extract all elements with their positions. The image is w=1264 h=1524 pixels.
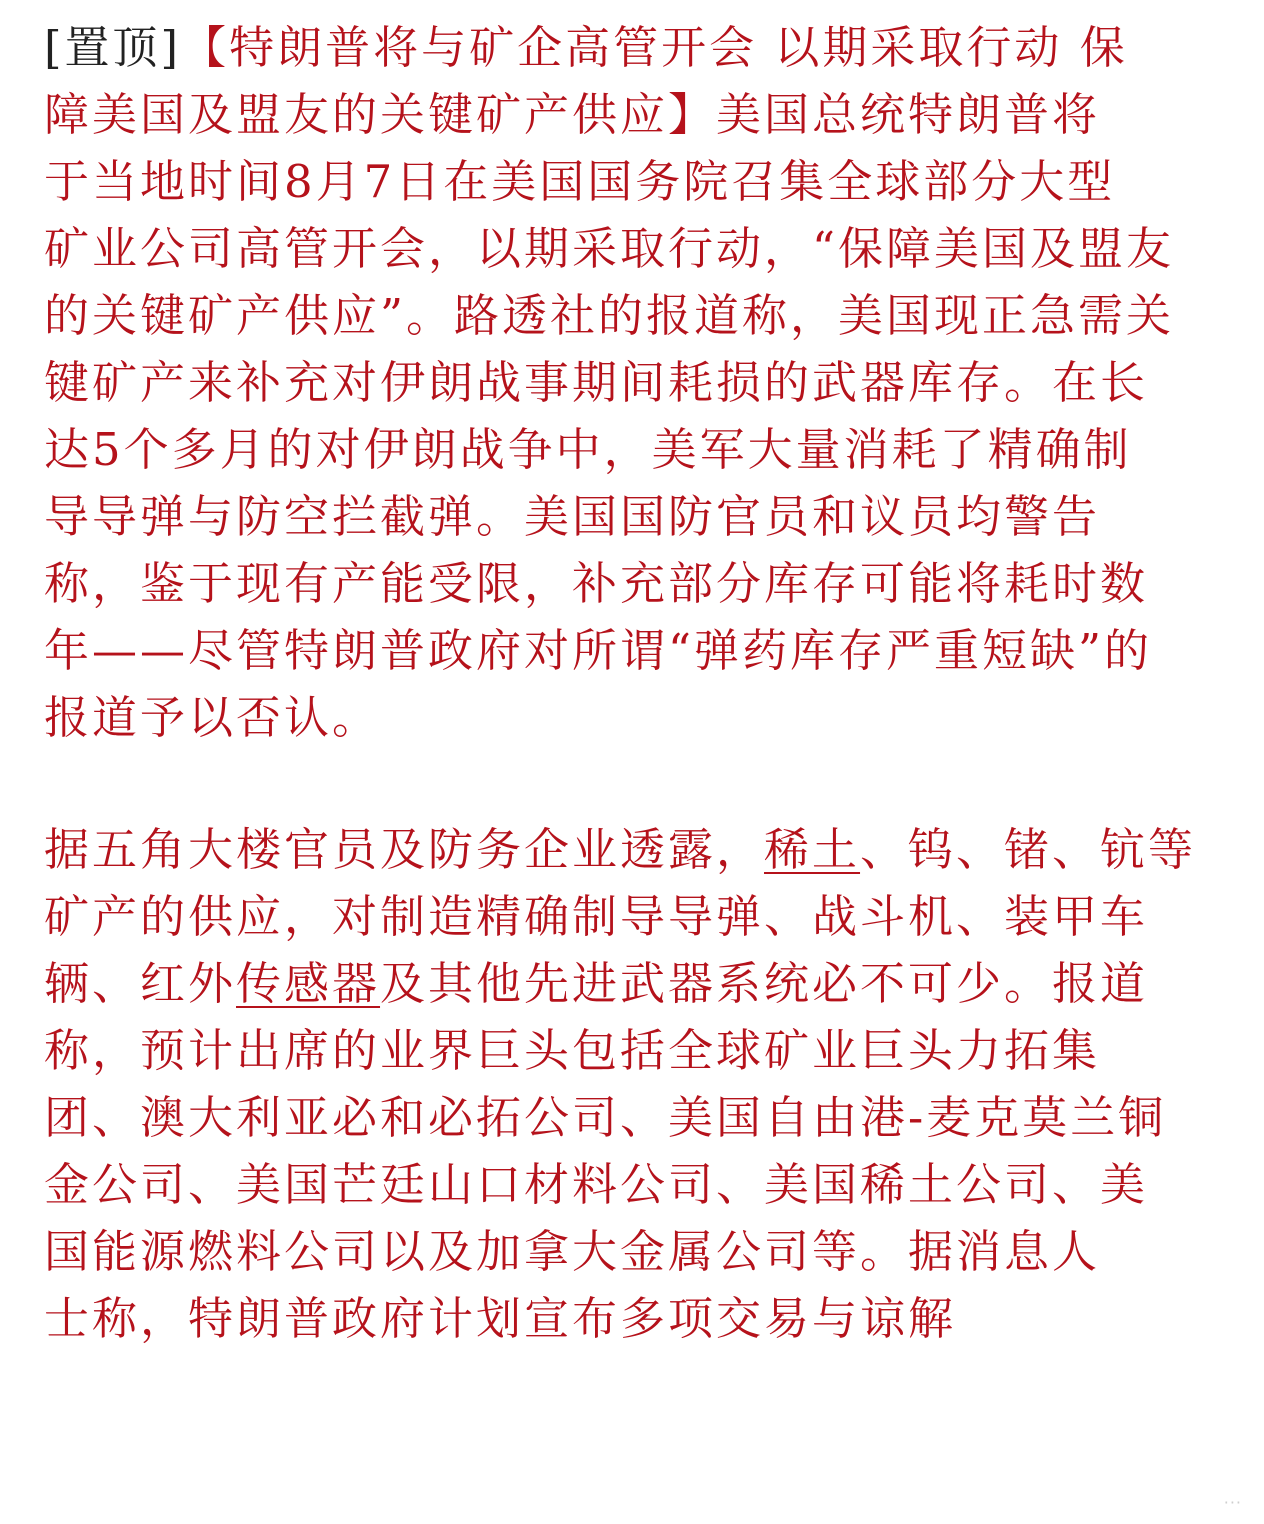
paragraph-2-text-a: 据五角大楼官员及防务企业透露， [44,823,765,876]
rare-earth-link[interactable]: 稀土 [764,823,861,876]
paragraph-2-text-b: 、钨、锗、钪等 矿产的供应，对制造精确制导导弹、战斗机、装甲车 辆、红外 [44,823,1197,1010]
paragraph-1 [44,14,1220,751]
paragraph-2 [44,816,1220,1352]
paragraph-1-text: 【特朗普将与矿企高管开会 以期采取行动 保 障美国及盟友的关键矿产供应】美国总统特朗普将 于当地时间8月7日在美国国务院召集全球部分大型 矿业公司高管开会，以期采取行动，“保障美国及盟友 的关键矿产供应”。路透社的报道称，美国现正急需关 键矿产来补充对伊朗战事期间耗损的武器库存。在长 达5个多月的对伊朗战争中，美军大量消耗了精确制 导导弹与防空拦截弹。美国国防官员和议员均警告 称，鉴于现有产能受限，补充部分库存可能将耗时数 年——尽管特朗普政府对所谓“弹药库存严重短缺”的 报道予以否认。 [44,21,1175,744]
sensor-link[interactable]: 传感器 [236,957,381,1010]
article-body [44,14,1220,1352]
watermark: ··· [1223,1493,1242,1512]
pinned-tag: [置顶] [44,21,182,74]
paragraph-2-text-c: 及其他先进武器系统必不可少。报道 称，预计出席的业界巨头包括全球矿业巨头力拓集 团、澳大利亚必和必拓公司、美国自由港-麦克莫兰铜 金公司、美国芒廷山口材料公司、美国稀土公司、美 国能源燃料公司以及加拿大金属公司等。据消息人 士称，特朗普政府计划宣布多项交易与谅解 [44,957,1167,1345]
